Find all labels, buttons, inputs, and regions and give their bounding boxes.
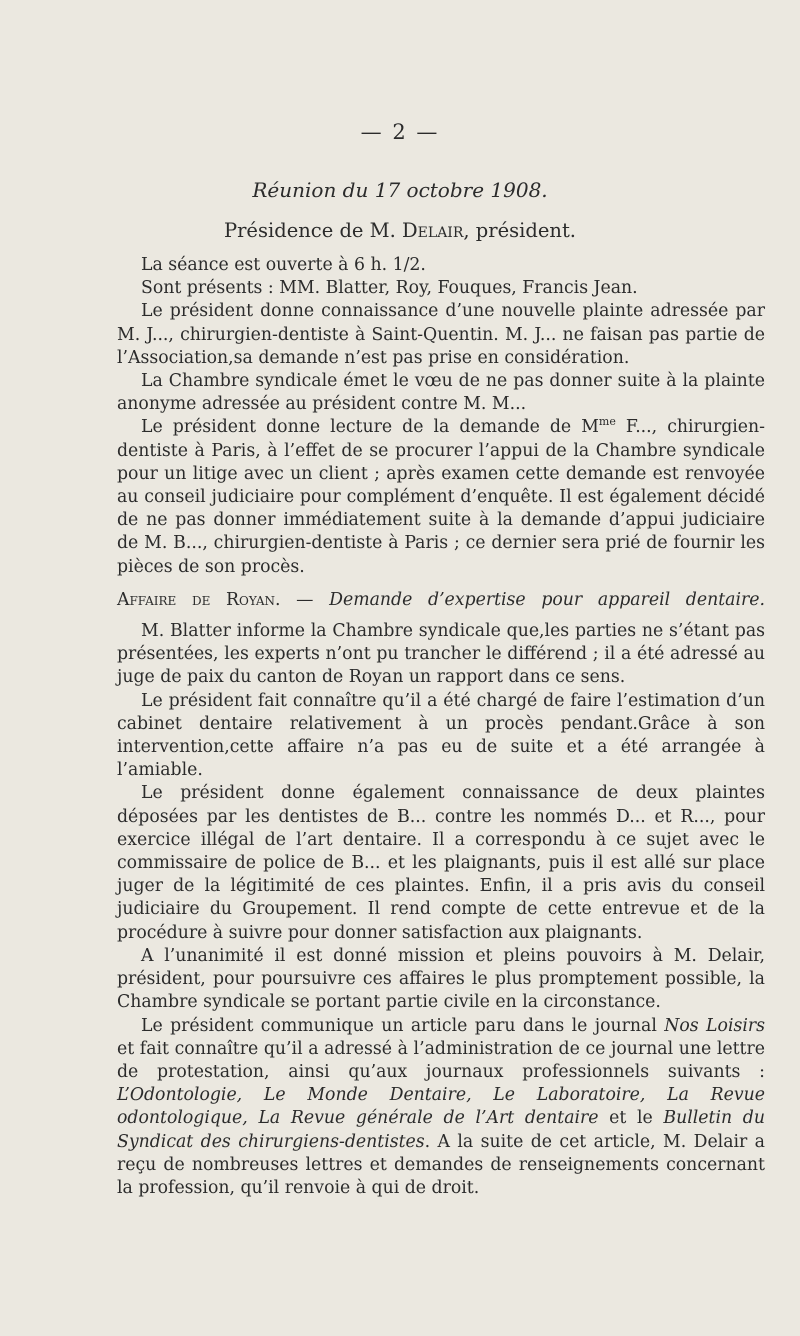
meeting-title: Réunion du 17 octobre 1908. bbox=[252, 178, 548, 202]
p5-sup: me bbox=[598, 415, 616, 429]
section-title: Demande d’expertise pour appareil dentaire. bbox=[329, 589, 765, 610]
p5-text-b: F..., chirurgien-dentiste à Paris, à l’effet de se procurer l’appui de la Chambre syndicale pour un litige avec un client ; après examen cette demande est renvoyée au conseil judiciaire pour complément d’enquête. Il est également décidé de ne pas donner immédiatement suite à la demande d’appui judiciaire de M. B..., chirurgien-dentiste à Paris ; ce dernier sera prié de fournir les pièces de son procès. bbox=[117, 417, 765, 577]
p10-journals-list: L’Odontologie, Le Monde Dentaire, Le Laboratoire, La Revue odontologique, La Revue générale de l’Art dentaire bbox=[117, 1085, 765, 1129]
p10-text-b: et fait connaître qu’il a adressé à l’administration de ce journal une lettre de protestation, ainsi qu’aux journaux professionnels suivants : bbox=[117, 1038, 765, 1082]
p10-text-a: Le président communique un article paru dans le journal bbox=[141, 1015, 665, 1036]
presidence-before: Présidence de M. bbox=[223, 219, 403, 242]
presidence-line bbox=[0, 219, 800, 242]
paragraph-attendees: Sont présents : MM. Blatter, Roy, Fouques, Francis Jean. bbox=[141, 278, 638, 299]
p10-text-d: . A la suite de cet article, M. Delair a reçu de nombreuses lettres et demandes de renseignements concernant la profession, qu’il renvoie à qui de droit. bbox=[117, 1131, 765, 1198]
president-name: Delair bbox=[402, 219, 464, 242]
paragraph-unanimite: A l’unanimité il est donné mission et pleins pouvoirs à M. Delair, président, pour poursuivre ces affaires le plus promptement possible, la Chambre syndicale se portant partie civile en la circonstance. bbox=[117, 945, 765, 1013]
section-heading bbox=[117, 589, 765, 612]
paragraph-article bbox=[117, 1015, 765, 1201]
paragraph-anonymous: La Chambre syndicale émet le vœu de ne pas donner suite à la plainte anonyme adressée au président contre M. M... bbox=[117, 371, 765, 415]
paragraph-opening: La séance est ouverte à 6 h. 1/2. bbox=[141, 255, 426, 275]
document-body bbox=[117, 254, 765, 1200]
p10-bulletin: Bulletin du Syndicat des chirurgiens-dentistes bbox=[117, 1108, 765, 1152]
paragraph-estimation: Le président fait connaître qu’il a été chargé de faire l’estimation d’un cabinet dentaire relativement à un procès pendant.Grâce à son intervention,cette affaire n’a pas eu de suite et a été arrangée à l’amiable. bbox=[117, 690, 765, 781]
section-dash: — bbox=[280, 589, 330, 610]
presidence-after: , président. bbox=[463, 219, 576, 242]
p10-journal: Nos Loisirs bbox=[664, 1015, 765, 1036]
section-label: Affaire de Royan. bbox=[117, 589, 281, 610]
paragraph-request bbox=[117, 416, 765, 578]
p10-text-c: et le bbox=[598, 1108, 664, 1129]
paragraph-complaint: Le président donne connaissance d’une nouvelle plainte adressée par M. J..., chirurgien-dentiste à Saint-Quentin. M. J... ne faisan pas partie de l’Association,sa demande n’est pas prise en considération. bbox=[117, 301, 765, 368]
paragraph-blatter: M. Blatter informe la Chambre syndicale que,les parties ne s’étant pas présentées, les experts n’ont pu trancher le différend ; il a été adressé au juge de paix du canton de Royan un rapport dans ce sens. bbox=[117, 621, 765, 688]
page-number: — 2 — bbox=[360, 120, 440, 144]
paragraph-plaintes: Le président donne également connaissance de deux plaintes déposées par les dentistes de B... contre les nommés D... et R..., pour exercice illégal de l’art dentaire. Il a correspondu à ce sujet avec le commissaire de police de B... et les plaignants, puis il est allé sur place juger de la légitimité de ces plaintes. Enfin, il a pris avis du conseil judiciaire du Groupement. Il rend compte de cette entrevue et de la procédure à suivre pour donner satisfaction aux plaignants. bbox=[117, 783, 765, 943]
p5-text-a: Le président donne lecture de la demande de M bbox=[141, 417, 599, 438]
